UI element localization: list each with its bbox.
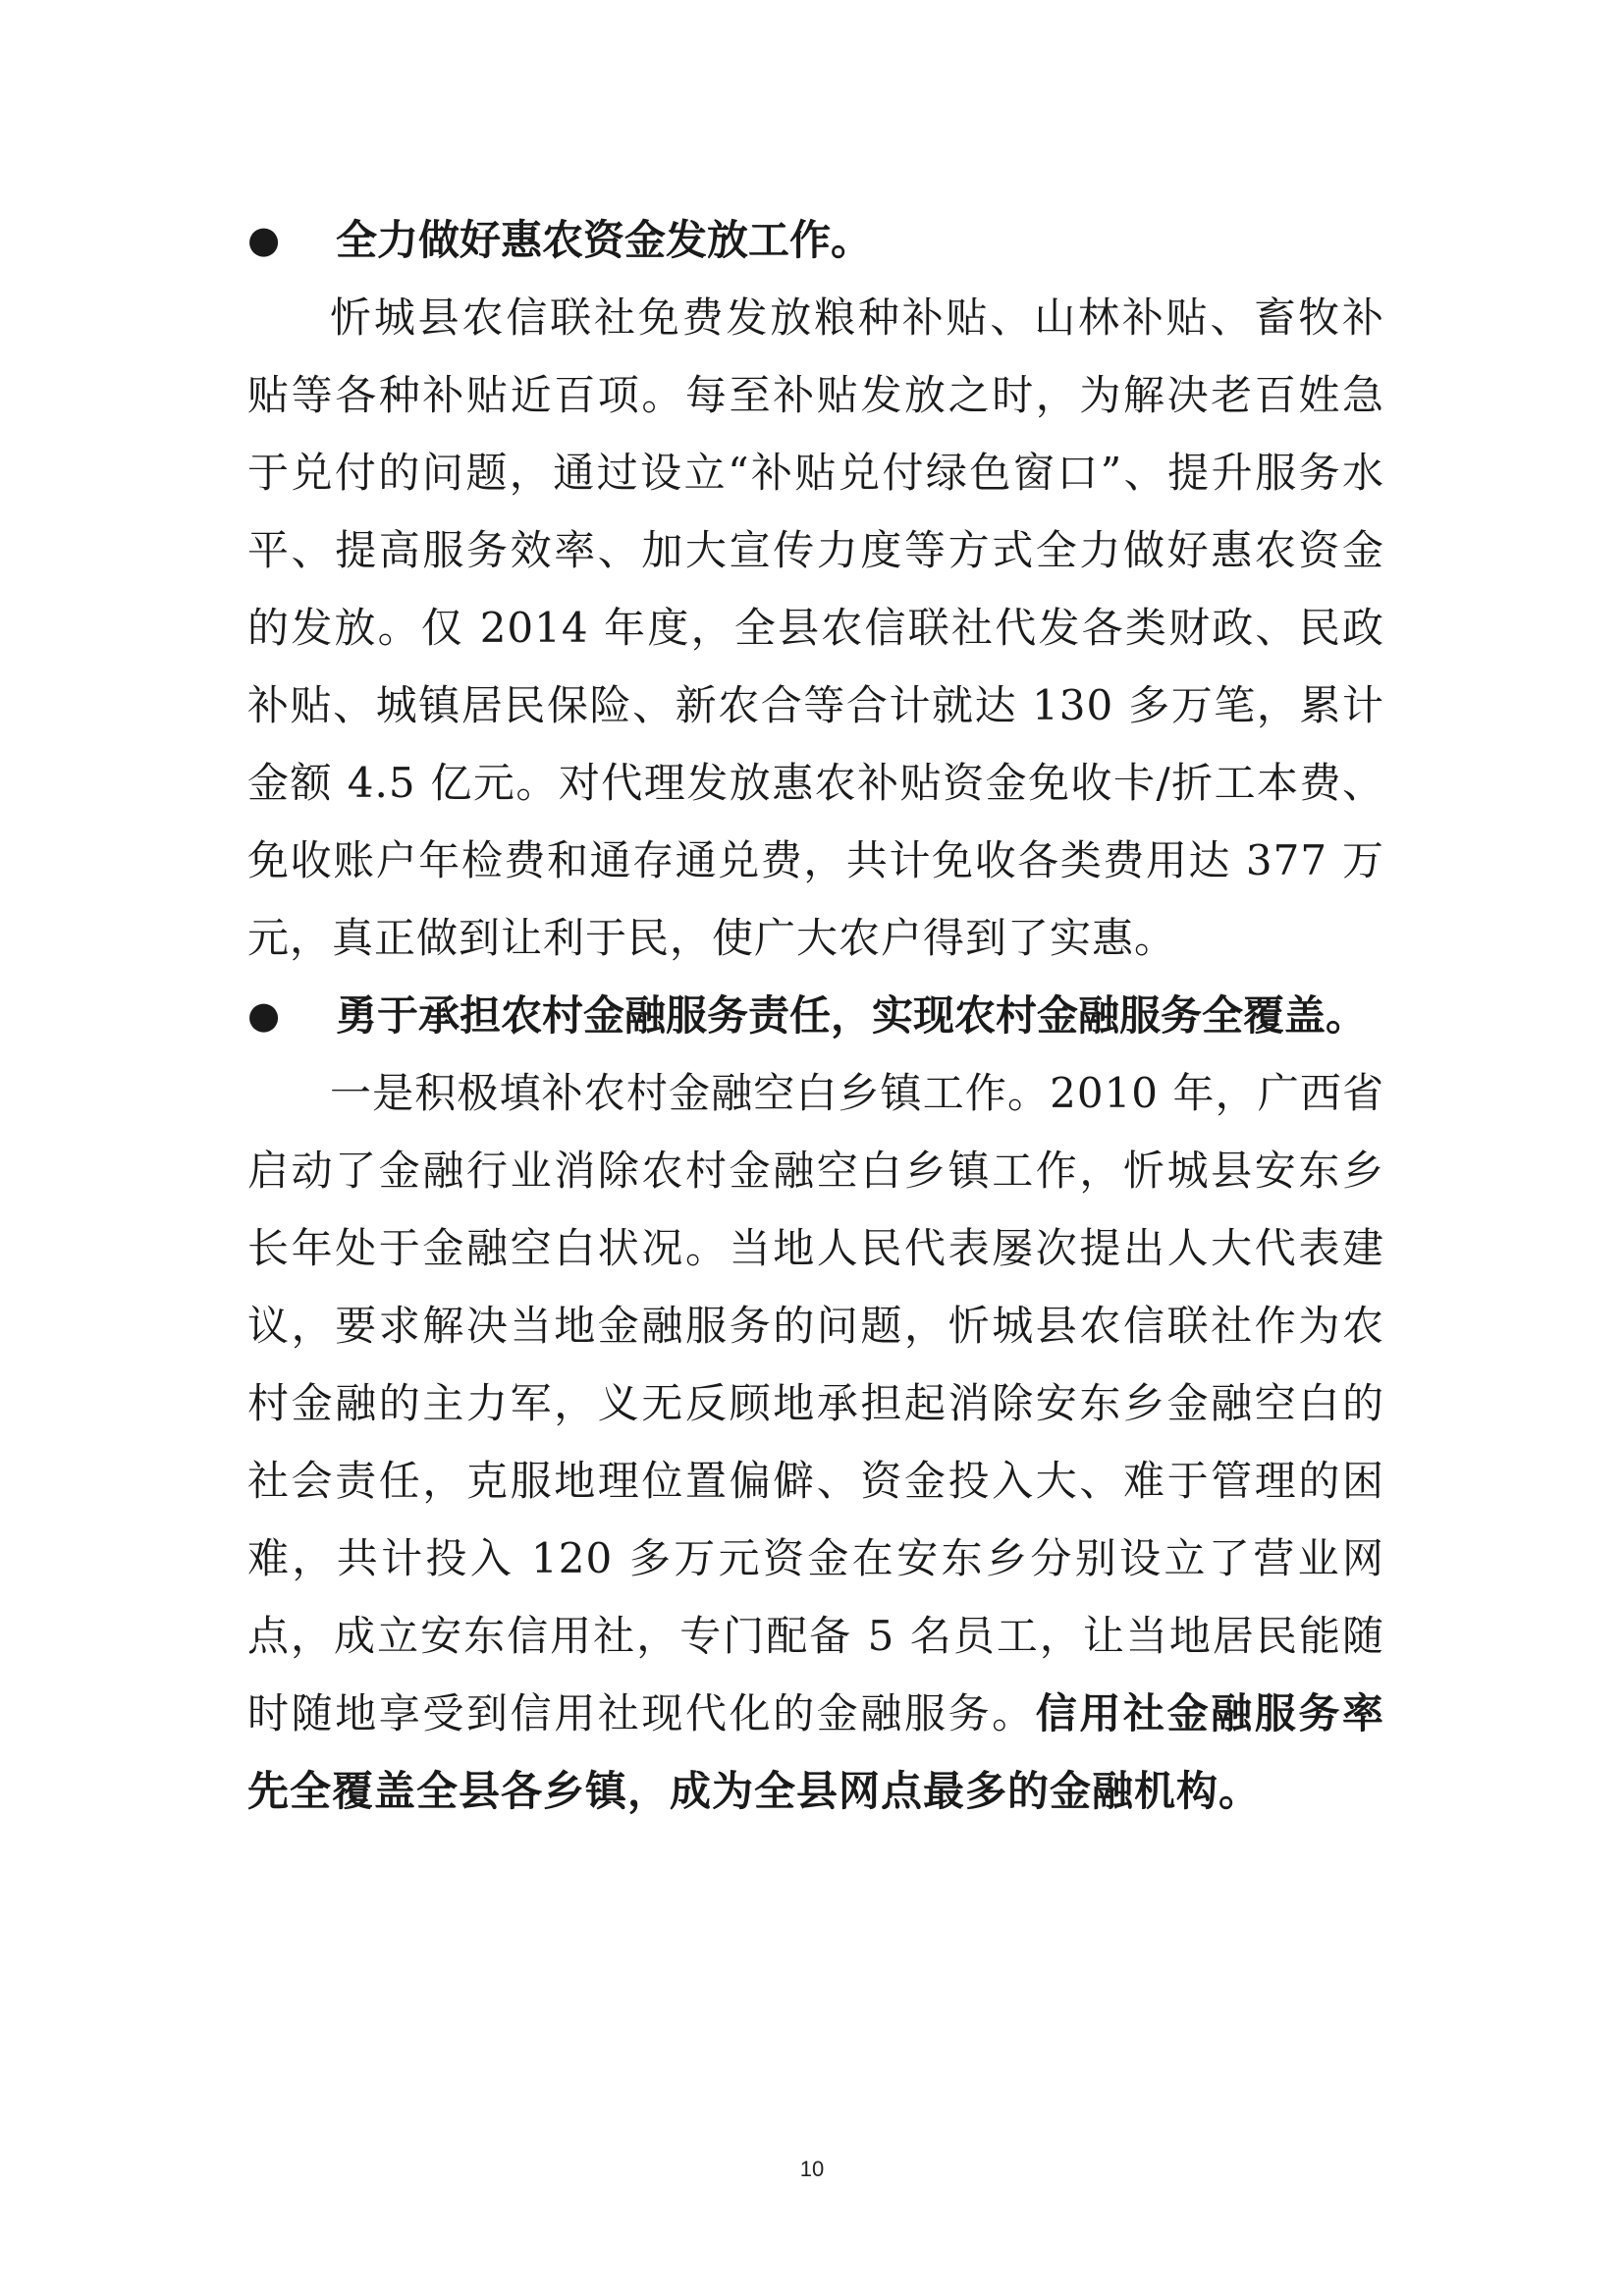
heading-text: 全力做好惠农资金发放工作。 bbox=[336, 216, 873, 264]
paragraph-subsidy: 忻城县农信联社免费发放粮种补贴、山林补贴、畜牧补贴等各种补贴近百项。每至补贴发放之时，为解决老百姓急于兑付的问题，通过设立“补贴兑付绿色窗口”、提升服务水平、提高服务效率、加大宣传力度等方式全力做好惠农资金的发放。仅 2014 年度，全县农信联社代发各类财政、民政补贴、城镇居民保险、新农合等合计就达 130 多万笔，累计金额 4.5 亿元。对代理发放惠农补贴资金免收卡/折工本费、免收账户年检费和通存通兑费，共计免收各类费用达 377 万元，真正做到让利于民，使广大农户得到了实惠。 bbox=[247, 294, 1384, 962]
bullet-icon: ● bbox=[247, 218, 281, 261]
section-heading-coverage bbox=[247, 977, 1384, 1054]
paragraph-bold-conclusion: 信用社金融服务率先全覆盖全县各乡镇，成为全县网点最多的金融机构。 bbox=[247, 1689, 1384, 1815]
bullet-icon: ● bbox=[247, 993, 281, 1037]
page-number: 10 bbox=[799, 2157, 825, 2181]
page-content bbox=[247, 201, 1384, 1830]
paragraph-text: 一是积极填补农村金融空白乡镇工作。2010 年，广西省启动了金融行业消除农村金融空白乡镇工作，忻城县安东乡长年处于金融空白状况。当地人民代表屡次提出人大代表建议，要求解决当地金融服务的问题，忻城县农信联社作为农村金融的主力军，义无反顾地承担起消除安东乡金融空白的社会责任，克服地理位置偏僻、资金投入大、难于管理的困难，共计投入 120 多万元资金在安东乡分别设立了营业网点，成立安东信用社，专门配备 5 名员工，让当地居民能随时随地享受到信用社现代化的金融服务。 bbox=[247, 1069, 1384, 1737]
heading-text: 勇于承担农村金融服务责任，实现农村金融服务全覆盖。 bbox=[336, 991, 1368, 1040]
paragraph-coverage bbox=[247, 1054, 1384, 1830]
section-heading-subsidy bbox=[247, 201, 1384, 279]
